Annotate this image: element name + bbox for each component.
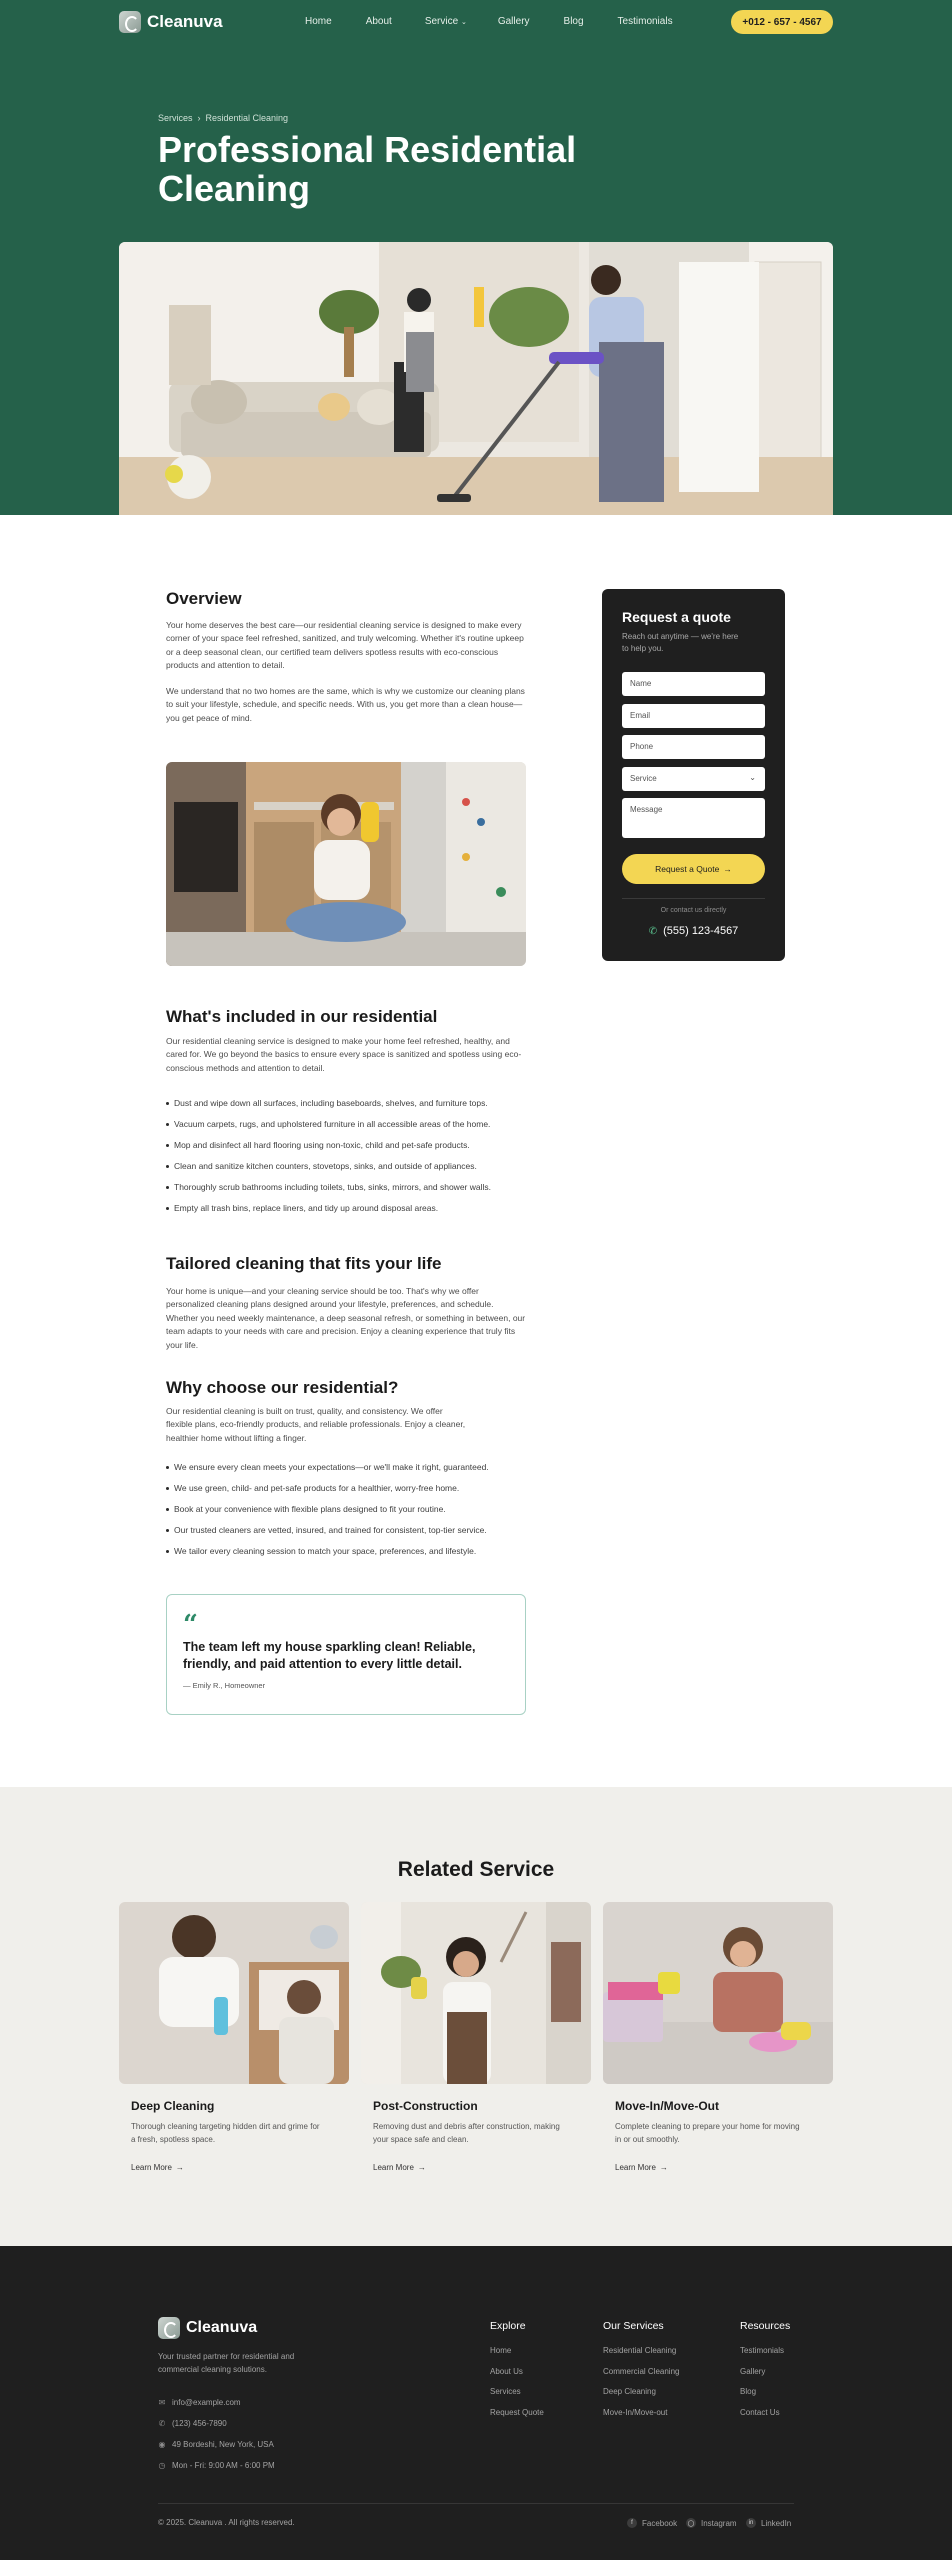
overview-paragraph-2: We understand that no two homes are the same, which is why we customize our cleaning plans to suit your lifestyle, schedule, and specific needs. With us, you get more than a clean house—you get peace of mind.: [166, 686, 525, 723]
learn-more-link[interactable]: [615, 2163, 833, 2172]
chevron-down-icon: ⌄: [460, 19, 467, 26]
chevron-down-icon: ⌄: [749, 773, 756, 782]
card-image: [361, 1902, 591, 2084]
why-heading: Why choose our residential?: [166, 1378, 399, 1397]
brand-logo[interactable]: [119, 11, 223, 33]
included-heading: What's included in our residential: [166, 1007, 438, 1026]
nav-service-label: Service: [424, 16, 459, 27]
footer-col-title: Explore: [490, 2320, 526, 2332]
kitchen-image: [166, 762, 526, 966]
footer-link[interactable]: Gallery: [740, 2366, 766, 2376]
service-select[interactable]: [622, 767, 765, 791]
footer-hours-text: Mon - Fri: 9:00 AM - 6:00 PM: [172, 2461, 275, 2470]
related-heading: Related Service: [397, 1858, 555, 1881]
email-field[interactable]: Email: [622, 704, 765, 728]
list-item: Book at your convenience with flexible plans designed to fit your routine.: [166, 1504, 528, 1525]
list-item: Mop and disinfect all hard flooring using non-toxic, child and pet-safe products.: [166, 1140, 528, 1161]
nav-home[interactable]: Home: [305, 16, 332, 27]
list-item: We ensure every clean meets your expectations—or we'll make it right, guaranteed.: [166, 1462, 528, 1483]
nav-service[interactable]: [425, 16, 467, 27]
card-description: Thorough cleaning targeting hidden dirt and grime for a fresh, spotless space.: [131, 2122, 320, 2144]
brand-name: Cleanuva: [147, 12, 223, 31]
footer-address: [158, 2440, 274, 2449]
list-item: Clean and sanitize kitchen counters, stovetops, sinks, and outside of appliances.: [166, 1161, 528, 1182]
footer-hours: [158, 2461, 275, 2470]
footer-tagline: Your trusted partner for residential and commercial cleaning solutions.: [158, 2352, 295, 2374]
hero-image: [119, 242, 833, 515]
service-card-deep-cleaning[interactable]: [119, 1902, 349, 2172]
related-services-section: [0, 1787, 952, 2246]
arrow-right-icon: →: [175, 2163, 184, 2172]
footer-link[interactable]: Request Quote: [490, 2407, 544, 2417]
mail-icon: ✉: [158, 2398, 166, 2407]
included-list: [166, 1098, 528, 1224]
tailored-paragraph: Your home is unique—and your cleaning service should be too. That's why we offer personalized cleaning plans designed around your lifestyle, preferences, and schedule. Whether you need weekly maintenance, a deep seasonal refresh, or something in between, our team adapts to your needs with care and precision. Enjoy a cleaning experience that truly fits your life.: [166, 1286, 526, 1350]
arrow-right-icon: →: [659, 2163, 668, 2172]
social-facebook[interactable]: [627, 2518, 677, 2528]
testimonial-author: — Emily R., Homeowner: [183, 1681, 266, 1690]
nav-gallery[interactable]: Gallery: [497, 16, 530, 27]
hero-section: [0, 0, 952, 515]
social-instagram[interactable]: [686, 2518, 737, 2528]
card-description: Complete cleaning to prepare your home for moving in or out smoothly.: [615, 2122, 800, 2144]
list-item: Vacuum carpets, rugs, and upholstered furniture in all accessible areas of the home.: [166, 1119, 528, 1140]
footer-phone-text: (123) 456-7890: [172, 2419, 227, 2428]
service-card-move-in-move-out[interactable]: [603, 1902, 833, 2172]
footer-link[interactable]: Residential Cleaning: [603, 2346, 677, 2355]
learn-more-link[interactable]: [131, 2163, 349, 2172]
card-title: Post-Construction: [373, 2099, 478, 2113]
testimonial-card: [166, 1594, 526, 1715]
nav-testimonials[interactable]: Testimonials: [617, 16, 673, 27]
footer-brand-name: Cleanuva: [186, 2319, 258, 2336]
list-item: Dust and wipe down all surfaces, including baseboards, shelves, and furniture tops.: [166, 1098, 528, 1119]
testimonial-text: The team left my house sparkling clean! Reliable, friendly, and paid attention to every little detail.: [183, 1640, 476, 1671]
instagram-icon: ◯: [686, 2518, 696, 2528]
social-label: Instagram: [701, 2518, 737, 2528]
arrow-right-icon: →: [723, 864, 732, 874]
footer-link[interactable]: Home: [490, 2346, 512, 2355]
linkedin-icon: in: [746, 2518, 756, 2528]
breadcrumb-services[interactable]: Services: [158, 113, 193, 123]
footer-email[interactable]: [158, 2398, 241, 2407]
request-quote-button[interactable]: [622, 854, 765, 884]
footer-link[interactable]: Move-In/Move-out: [603, 2407, 668, 2417]
footer-address-text: 49 Bordeshi, New York, USA: [172, 2440, 274, 2449]
card-image: [119, 1902, 349, 2084]
top-nav: [0, 0, 952, 44]
logo-icon: [119, 11, 141, 33]
quote-form-title: Request a quote: [622, 609, 731, 625]
learn-more-link[interactable]: [373, 2163, 591, 2172]
copyright: © 2025. Cleanuva . All rights reserved.: [158, 2518, 295, 2527]
chevron-right-icon: ›: [197, 113, 201, 123]
phone-field[interactable]: Phone: [622, 735, 765, 759]
footer-col-resources: [740, 2320, 790, 2428]
footer-link[interactable]: Services: [490, 2387, 521, 2396]
social-linkedin[interactable]: [746, 2518, 791, 2528]
footer-link[interactable]: About Us: [490, 2366, 523, 2376]
page-title: Professional Residential Cleaning: [158, 129, 577, 209]
footer-link[interactable]: Blog: [740, 2387, 757, 2396]
divider: [622, 898, 765, 899]
card-image: [603, 1902, 833, 2084]
learn-more-label: Learn More: [131, 2163, 172, 2172]
list-item: We use green, child- and pet-safe products for a healthier, worry-free home.: [166, 1483, 528, 1504]
arrow-right-icon: →: [417, 2163, 426, 2172]
quote-form: [602, 589, 785, 961]
service-card-post-construction[interactable]: [361, 1902, 591, 2172]
breadcrumb: [158, 113, 288, 123]
name-field[interactable]: Name: [622, 672, 765, 696]
breadcrumb-current: Residential Cleaning: [205, 113, 289, 123]
contact-directly-text: Or contact us directly: [660, 907, 727, 914]
list-item: Empty all trash bins, replace liners, and tidy up around disposal areas.: [166, 1203, 528, 1224]
facebook-icon: f: [627, 2518, 637, 2528]
phone-button[interactable]: +012 - 657 - 4567: [731, 10, 833, 34]
footer-col-services: [603, 2320, 679, 2428]
overview-heading: Overview: [166, 589, 242, 608]
logo-icon: [158, 2317, 180, 2339]
learn-more-label: Learn More: [373, 2163, 414, 2172]
card-title: Deep Cleaning: [131, 2099, 215, 2113]
overview-paragraph-1: Your home deserves the best care—our residential cleaning service is designed to make every corner of your space feel refreshed, sanitized, and truly welcoming. Whether it's routine upkeep or a deep seasonal clean, our certified team delivers spotless results with eco-conscious products and attention to detail.: [166, 620, 524, 671]
phone-icon: ✆: [158, 2419, 166, 2428]
footer-col-explore: [490, 2320, 544, 2428]
contact-phone[interactable]: [602, 925, 785, 937]
footer-link[interactable]: Deep Cleaning: [603, 2387, 656, 2396]
nav-about[interactable]: About: [365, 16, 392, 27]
main-menu: [305, 16, 673, 27]
footer-phone[interactable]: [158, 2419, 227, 2428]
learn-more-label: Learn More: [615, 2163, 656, 2172]
phone-icon: ✆: [648, 925, 658, 937]
site-footer: [0, 2246, 952, 2560]
message-field[interactable]: Message: [622, 798, 765, 838]
included-intro: Our residential cleaning service is designed to make your home feel refreshed, healthy, and cared for. We go beyond the basics to ensure every space is sanitized and spotless using eco-conscious methods and attention to detail.: [166, 1036, 522, 1073]
footer-email-text: info@example.com: [172, 2398, 241, 2407]
clock-icon: ◷: [158, 2461, 166, 2470]
social-label: Facebook: [642, 2518, 678, 2528]
footer-divider: [158, 2503, 794, 2504]
tailored-heading: Tailored cleaning that fits your life: [166, 1254, 442, 1273]
list-item: Our trusted cleaners are vetted, insured, and trained for consistent, top-tier service.: [166, 1525, 528, 1546]
footer-logo[interactable]: [158, 2317, 257, 2339]
quote-icon: “: [183, 1610, 198, 1640]
contact-phone-number: (555) 123-4567: [663, 925, 739, 937]
card-description: Removing dust and debris after construction, making your space safe and clean.: [373, 2122, 560, 2144]
footer-link[interactable]: Testimonials: [740, 2346, 785, 2355]
why-list: [166, 1462, 528, 1567]
footer-col-title: Our Services: [603, 2320, 664, 2332]
list-item: We tailor every cleaning session to match your space, preferences, and lifestyle.: [166, 1546, 528, 1567]
footer-col-title: Resources: [740, 2320, 791, 2332]
quote-form-subtitle: Reach out anytime — we're here to help you.: [622, 632, 739, 653]
nav-blog[interactable]: Blog: [563, 16, 584, 27]
footer-link[interactable]: Contact Us: [740, 2407, 780, 2417]
service-select-label: Service: [630, 774, 657, 783]
social-label: LinkedIn: [761, 2518, 792, 2528]
list-item: Thoroughly scrub bathrooms including toilets, tubs, sinks, mirrors, and shower walls.: [166, 1182, 528, 1203]
footer-link[interactable]: Commercial Cleaning: [603, 2366, 680, 2376]
map-pin-icon: ◉: [158, 2440, 166, 2449]
why-intro: Our residential cleaning is built on trust, quality, and consistency. We offer flexible plans, eco-friendly products, and reliable professionals. Enjoy a cleaner, healthier home without lifting a finger.: [166, 1406, 466, 1443]
request-quote-label: Request a Quote: [655, 864, 720, 874]
card-title: Move-In/Move-Out: [615, 2099, 719, 2113]
